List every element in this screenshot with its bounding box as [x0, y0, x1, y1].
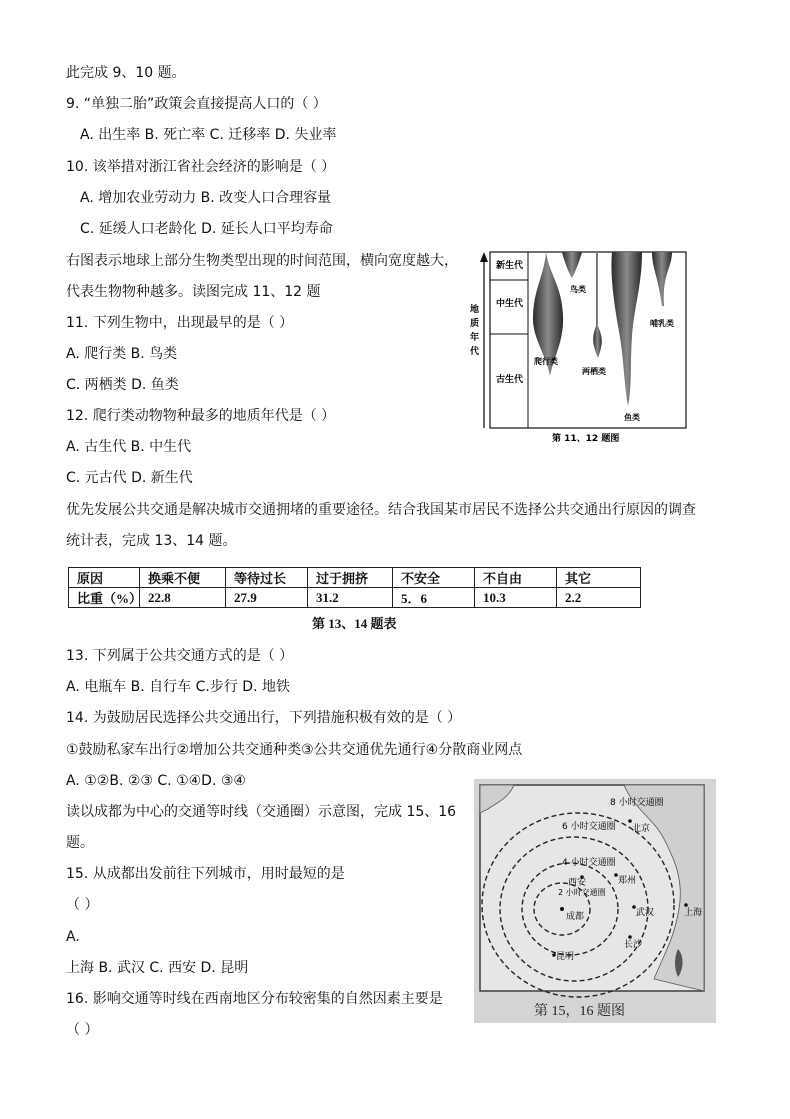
city-label: 西安 — [568, 878, 587, 888]
table-cell: 过于拥挤 — [308, 568, 393, 588]
table-cell: 原因 — [69, 568, 140, 588]
city-label: 昆明 — [556, 952, 575, 962]
axis-label — [470, 303, 480, 357]
bird-range-shape — [562, 252, 582, 278]
city-dot-icon — [684, 903, 688, 907]
table-cell: 27.9 — [226, 588, 308, 608]
question-9: 9. “单独二胎”政策会直接提高人口的（ ） — [66, 96, 327, 112]
question-12-options-ab: A. 古生代 B. 中生代 — [66, 439, 192, 455]
table-cell: 比重（%） — [69, 588, 140, 608]
amphibian-range-shape — [593, 252, 602, 358]
question-10-options-cd: C. 延缓人口老龄化 D. 延长人口平均寿命 — [80, 221, 333, 237]
city-label: 长沙 — [624, 940, 643, 950]
city-label: 郑州 — [618, 876, 637, 886]
table-cell: 10.3 — [475, 588, 557, 608]
intro-15-16-line1: 读以成都为中心的交通等时线（交通圈）示意图，完成 15、16 — [66, 804, 457, 820]
axis-arrow-icon — [480, 252, 488, 262]
svg-text:地: 地 — [470, 305, 480, 315]
ring-label: 2 小时交通圈 — [558, 888, 606, 897]
era-label: 古生代 — [496, 375, 524, 385]
question-10: 10. 该举措对浙江省社会经济的影响是（ ） — [66, 159, 336, 175]
table-cell: 其它 — [557, 568, 641, 588]
question-11-options-cd: C. 两栖类 D. 鱼类 — [66, 377, 179, 393]
figure-caption: 第 11、12 题图 — [552, 434, 620, 444]
question-15-options: 上海 B. 武汉 C. 西安 D. 昆明 — [66, 960, 249, 976]
animal-label: 鱼类 — [624, 413, 640, 422]
city-dot-icon — [628, 819, 632, 823]
table-caption: 第 13、14 题表 — [312, 616, 397, 631]
animal-label: 两栖类 — [582, 367, 606, 376]
era-label: 中生代 — [496, 299, 524, 309]
city-label: 武汉 — [636, 908, 655, 918]
table-cell: 不安全 — [393, 568, 475, 588]
reason-table — [68, 567, 641, 608]
city-dot-icon — [628, 935, 632, 939]
ring-label: 4 小时交通圈 — [562, 858, 616, 868]
question-9-options: A. 出生率 B. 死亡率 C. 迁移率 D. 失业率 — [80, 127, 337, 143]
intro-15-16-line2: 题。 — [66, 835, 94, 851]
svg-text:质: 质 — [470, 319, 480, 329]
question-13: 13. 下列属于公共交通方式的是（ ） — [66, 648, 294, 664]
table-row — [69, 588, 641, 608]
question-15-option-a-label: A. — [66, 929, 80, 945]
question-11-options-ab: A. 爬行类 B. 鸟类 — [66, 346, 178, 362]
animal-label: 鸟类 — [570, 285, 586, 294]
table-cell: 2.2 — [557, 588, 641, 608]
city-label: 北京 — [632, 824, 651, 834]
question-14-options: A. ①②B. ②③ C. ①④D. ③④ — [66, 773, 246, 789]
intro-11-12-line2: 代表生物物种越多。读图完成 11、12 题 — [66, 284, 321, 300]
question-12: 12. 爬行类动物物种最多的地质年代是（ ） — [66, 408, 336, 424]
organism-time-range-figure — [466, 246, 696, 446]
question-11: 11. 下列生物中，出现最早的是（ ） — [66, 315, 294, 331]
city-dot-icon — [560, 907, 564, 911]
mammal-range-shape — [652, 252, 672, 306]
question-14-items: ①鼓励私家车出行②增加公共交通种类③公共交通优先通行④分散商业网点 — [66, 742, 523, 758]
question-14: 14. 为鼓励居民选择公共交通出行，下列措施积极有效的是（ ） — [66, 710, 462, 726]
intro-13-14-line2: 统计表，完成 13、14 题。 — [66, 533, 237, 549]
transport-isochrone-map — [474, 779, 716, 1023]
question-15: 15. 从成都出发前往下列城市，用时最短的是 — [66, 866, 345, 882]
question-16: 16. 影响交通等时线在西南地区分布较密集的自然因素主要是 — [66, 991, 443, 1007]
animal-label: 哺乳类 — [650, 319, 674, 328]
text-line: 此完成 9、10 题。 — [66, 65, 186, 81]
intro-13-14-line1: 优先发展公共交通是解决城市交通拥堵的重要途径。结合我国某市居民不选择公共交通出行原因的调查 — [66, 502, 696, 518]
question-13-options: A. 电瓶车 B. 自行车 C.步行 D. 地铁 — [66, 679, 290, 695]
city-label: 上海 — [684, 908, 703, 918]
ring-label: 8 小时交通圈 — [610, 798, 664, 808]
figure-caption: 第 15，16 题图 — [534, 1004, 625, 1019]
question-10-options-ab: A. 增加农业劳动力 B. 改变人口合理容量 — [80, 190, 332, 206]
table-cell: 22.8 — [140, 588, 226, 608]
question-16-paren: （ ） — [66, 1022, 99, 1038]
animal-label: 爬行类 — [534, 357, 558, 366]
table-cell: 不自由 — [475, 568, 557, 588]
question-12-options-cd: C. 元古代 D. 新生代 — [66, 470, 193, 486]
table-cell: 31.2 — [308, 588, 393, 608]
intro-11-12-line1: 右图表示地球上部分生物类型出现的时间范围，横向宽度越大， — [66, 253, 458, 269]
table-cell: 换乘不便 — [140, 568, 226, 588]
svg-text:年: 年 — [470, 333, 480, 343]
city-label: 成都 — [566, 912, 585, 922]
era-label: 新生代 — [496, 261, 524, 271]
table-cell: 等待过长 — [226, 568, 308, 588]
fish-range-shape — [611, 252, 642, 406]
svg-text:代: 代 — [470, 347, 480, 357]
table-cell: 5．6 — [393, 588, 475, 608]
ring-label: 6 小时交通圈 — [562, 822, 616, 832]
table-header-row — [69, 568, 641, 588]
question-15-paren: （ ） — [66, 897, 99, 913]
